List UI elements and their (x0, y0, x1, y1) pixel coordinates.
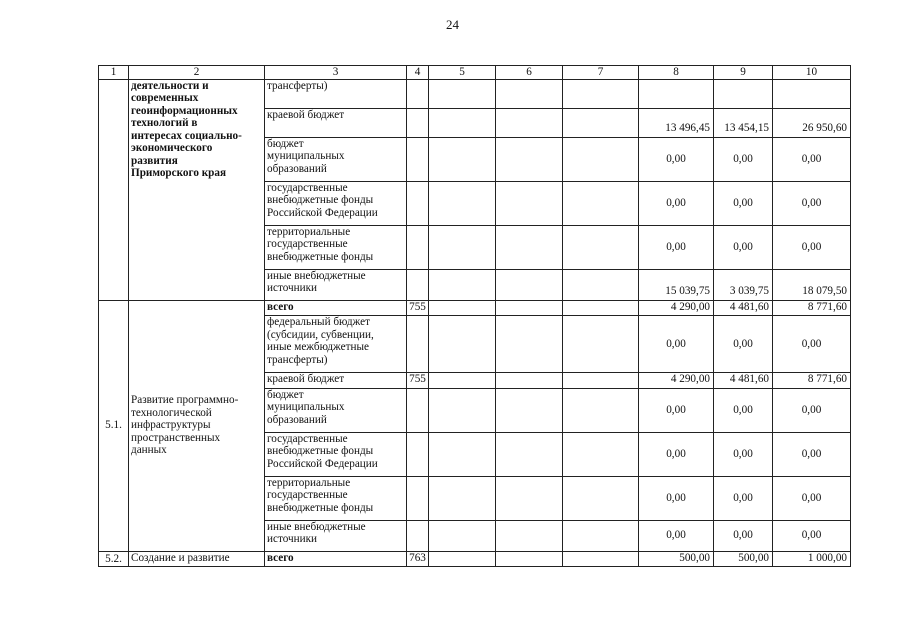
item-name-line: технологической (131, 406, 212, 419)
value-col-10: 0,00 (773, 137, 851, 181)
value-col-9: 500,00 (714, 551, 773, 567)
empty-cell (563, 432, 639, 476)
funding-source-line: муниципальных (267, 401, 345, 413)
empty-cell (563, 137, 639, 181)
funding-source-line: внебюджетные фонды (267, 501, 374, 514)
value-col-9: 4 481,60 (714, 373, 773, 389)
empty-cell (563, 108, 639, 137)
value-col-10: 0,00 (773, 388, 851, 432)
budget-code: 763 (407, 551, 429, 567)
empty-cell (429, 181, 496, 225)
empty-cell (563, 373, 639, 389)
empty-cell (496, 300, 563, 316)
item-index (99, 79, 129, 300)
item-name-line: пространственных (131, 431, 221, 444)
value-col-10: 0,00 (773, 181, 851, 225)
empty-cell (563, 551, 639, 567)
empty-cell (563, 316, 639, 373)
budget-code: 755 (407, 300, 429, 316)
item-name-line: развития (131, 154, 178, 167)
block-geoinformation (99, 79, 851, 300)
value-col-8: 0,00 (639, 520, 714, 551)
item-name-line: экономического (131, 142, 213, 154)
budget-code: 755 (407, 373, 429, 389)
empty-cell (496, 551, 563, 567)
empty-cell (429, 300, 496, 316)
funding-source-line: территориальные (267, 225, 351, 238)
funding-source-line: государственные (267, 238, 348, 250)
value-col-8: 0,00 (639, 225, 714, 269)
budget-code (407, 137, 429, 181)
funding-source (265, 181, 407, 225)
empty-cell (496, 432, 563, 476)
value-col-9: 0,00 (714, 476, 773, 520)
block-5-1 (99, 300, 851, 551)
empty-cell (496, 388, 563, 432)
empty-cell (429, 108, 496, 137)
item-name: Создание и развитие (129, 551, 265, 567)
item-index: 5.1. (99, 300, 129, 551)
funding-source-line: государственные (267, 489, 348, 501)
item-name (129, 79, 265, 300)
column-header: 4 (407, 66, 429, 80)
value-col-9: 0,00 (714, 316, 773, 373)
value-col-8: 15 039,75 (639, 269, 714, 300)
funding-source (265, 137, 407, 181)
empty-cell (496, 476, 563, 520)
empty-cell (429, 137, 496, 181)
empty-cell (563, 269, 639, 300)
empty-cell (496, 181, 563, 225)
empty-cell (429, 551, 496, 567)
value-col-10: 0,00 (773, 520, 851, 551)
empty-cell (496, 225, 563, 269)
empty-cell (429, 79, 496, 108)
funding-source-line: Российской Федерации (267, 206, 378, 219)
value-col-9: 0,00 (714, 520, 773, 551)
funding-source (265, 108, 407, 137)
funding-source-line: бюджет (267, 388, 304, 401)
empty-cell (429, 520, 496, 551)
value-col-8: 13 496,45 (639, 108, 714, 137)
column-header: 1 (99, 66, 129, 80)
item-name-line: данных (131, 444, 167, 457)
value-col-9: 0,00 (714, 225, 773, 269)
value-col-8: 0,00 (639, 476, 714, 520)
value-col-9: 13 454,15 (714, 108, 773, 137)
budget-code (407, 520, 429, 551)
table-row (99, 79, 851, 108)
empty-cell (429, 225, 496, 269)
value-col-10 (773, 79, 851, 108)
item-name-line: инфраструктуры (131, 419, 211, 432)
value-col-8: 0,00 (639, 181, 714, 225)
funding-source (265, 79, 407, 108)
table-row (99, 551, 851, 567)
budget-code (407, 432, 429, 476)
funding-source-line: муниципальных (267, 150, 345, 162)
funding-source (265, 300, 407, 316)
value-col-8: 500,00 (639, 551, 714, 567)
column-header: 8 (639, 66, 714, 80)
budget-code (407, 79, 429, 108)
value-col-8: 0,00 (639, 137, 714, 181)
budget-code (407, 225, 429, 269)
empty-cell (563, 225, 639, 269)
item-name-line: современных (131, 92, 199, 104)
block-5-2 (99, 551, 851, 567)
budget-code (407, 476, 429, 520)
value-col-8 (639, 79, 714, 108)
funding-source-line: трансферты) (267, 79, 328, 92)
funding-source (265, 432, 407, 476)
funding-source-line: Российской Федерации (267, 457, 378, 470)
value-col-8: 4 290,00 (639, 300, 714, 316)
empty-cell (563, 300, 639, 316)
value-col-10: 0,00 (773, 225, 851, 269)
budget-code (407, 388, 429, 432)
value-col-8: 0,00 (639, 432, 714, 476)
funding-source-line: краевой бюджет (267, 373, 345, 385)
value-col-10: 0,00 (773, 476, 851, 520)
column-header: 2 (129, 66, 265, 80)
column-header: 5 (429, 66, 496, 80)
value-col-9: 0,00 (714, 181, 773, 225)
column-header: 3 (265, 66, 407, 80)
funding-source-line: внебюджетные фонды (267, 194, 374, 206)
funding-source (265, 476, 407, 520)
value-col-10: 26 950,60 (773, 108, 851, 137)
funding-source-line: всего (267, 300, 294, 313)
funding-source-line: бюджет (267, 137, 304, 150)
value-col-10: 0,00 (773, 432, 851, 476)
empty-cell (496, 137, 563, 181)
value-col-9: 4 481,60 (714, 300, 773, 316)
value-col-9: 0,00 (714, 137, 773, 181)
budget-code (407, 269, 429, 300)
empty-cell (563, 476, 639, 520)
column-header: 7 (563, 66, 639, 80)
item-name-line: геоинформационных (131, 104, 238, 117)
column-header: 9 (714, 66, 773, 80)
funding-source-line: государственные (267, 432, 348, 445)
funding-source-line: образований (267, 413, 327, 426)
empty-cell (496, 373, 563, 389)
budget-table (98, 65, 851, 567)
page-number: 24 (446, 17, 459, 32)
value-col-8: 4 290,00 (639, 373, 714, 389)
column-number-row (99, 66, 851, 80)
budget-code (407, 108, 429, 137)
funding-source (265, 269, 407, 300)
funding-source-line: иные внебюджетные (267, 520, 366, 533)
value-col-10: 0,00 (773, 316, 851, 373)
empty-cell (429, 432, 496, 476)
empty-cell (496, 108, 563, 137)
funding-source-line: краевой бюджет (267, 108, 345, 121)
value-col-9: 0,00 (714, 388, 773, 432)
item-index: 5.2. (99, 551, 129, 567)
funding-source-line: федеральный бюджет (267, 316, 370, 328)
empty-cell (496, 520, 563, 551)
funding-source-line: иные внебюджетные (267, 269, 366, 282)
empty-cell (496, 269, 563, 300)
funding-source (265, 373, 407, 389)
item-name-line: интересах социально- (131, 129, 242, 142)
value-col-10: 8 771,60 (773, 300, 851, 316)
funding-source (265, 520, 407, 551)
empty-cell (429, 476, 496, 520)
empty-cell (563, 181, 639, 225)
value-col-9: 3 039,75 (714, 269, 773, 300)
value-col-10: 8 771,60 (773, 373, 851, 389)
funding-source (265, 316, 407, 373)
empty-cell (429, 269, 496, 300)
value-col-8: 0,00 (639, 388, 714, 432)
funding-source (265, 388, 407, 432)
table-row (99, 300, 851, 316)
funding-source-line: источники (267, 282, 318, 294)
funding-source-line: государственные (267, 181, 348, 194)
funding-source-line: внебюджетные фонды (267, 445, 374, 457)
funding-source: всего (265, 551, 407, 567)
funding-source (265, 225, 407, 269)
funding-source-line: источники (267, 533, 318, 545)
budget-code (407, 181, 429, 225)
column-header: 10 (773, 66, 851, 80)
funding-source-line: внебюджетные фонды (267, 250, 374, 263)
value-col-10: 1 000,00 (773, 551, 851, 567)
value-col-10: 18 079,50 (773, 269, 851, 300)
funding-source-line: образований (267, 162, 327, 175)
item-name (129, 300, 265, 551)
budget-code (407, 316, 429, 373)
empty-cell (496, 79, 563, 108)
item-name-line: деятельности и (131, 79, 209, 92)
item-name-line: Приморского края (131, 167, 227, 179)
item-name-line: технологий в (131, 117, 198, 129)
funding-source-line: территориальные (267, 476, 351, 489)
column-header: 6 (496, 66, 563, 80)
funding-source-line: (субсидии, субвенции, (267, 328, 374, 341)
empty-cell (496, 316, 563, 373)
item-name-line: Развитие программно- (131, 394, 239, 407)
value-col-9: 0,00 (714, 432, 773, 476)
empty-cell (563, 520, 639, 551)
funding-source-line: трансферты) (267, 353, 328, 366)
value-col-8: 0,00 (639, 316, 714, 373)
empty-cell (429, 388, 496, 432)
funding-source-line: иные межбюджетные (267, 341, 369, 353)
empty-cell (429, 373, 496, 389)
empty-cell (563, 79, 639, 108)
value-col-9 (714, 79, 773, 108)
empty-cell (563, 388, 639, 432)
empty-cell (429, 316, 496, 373)
